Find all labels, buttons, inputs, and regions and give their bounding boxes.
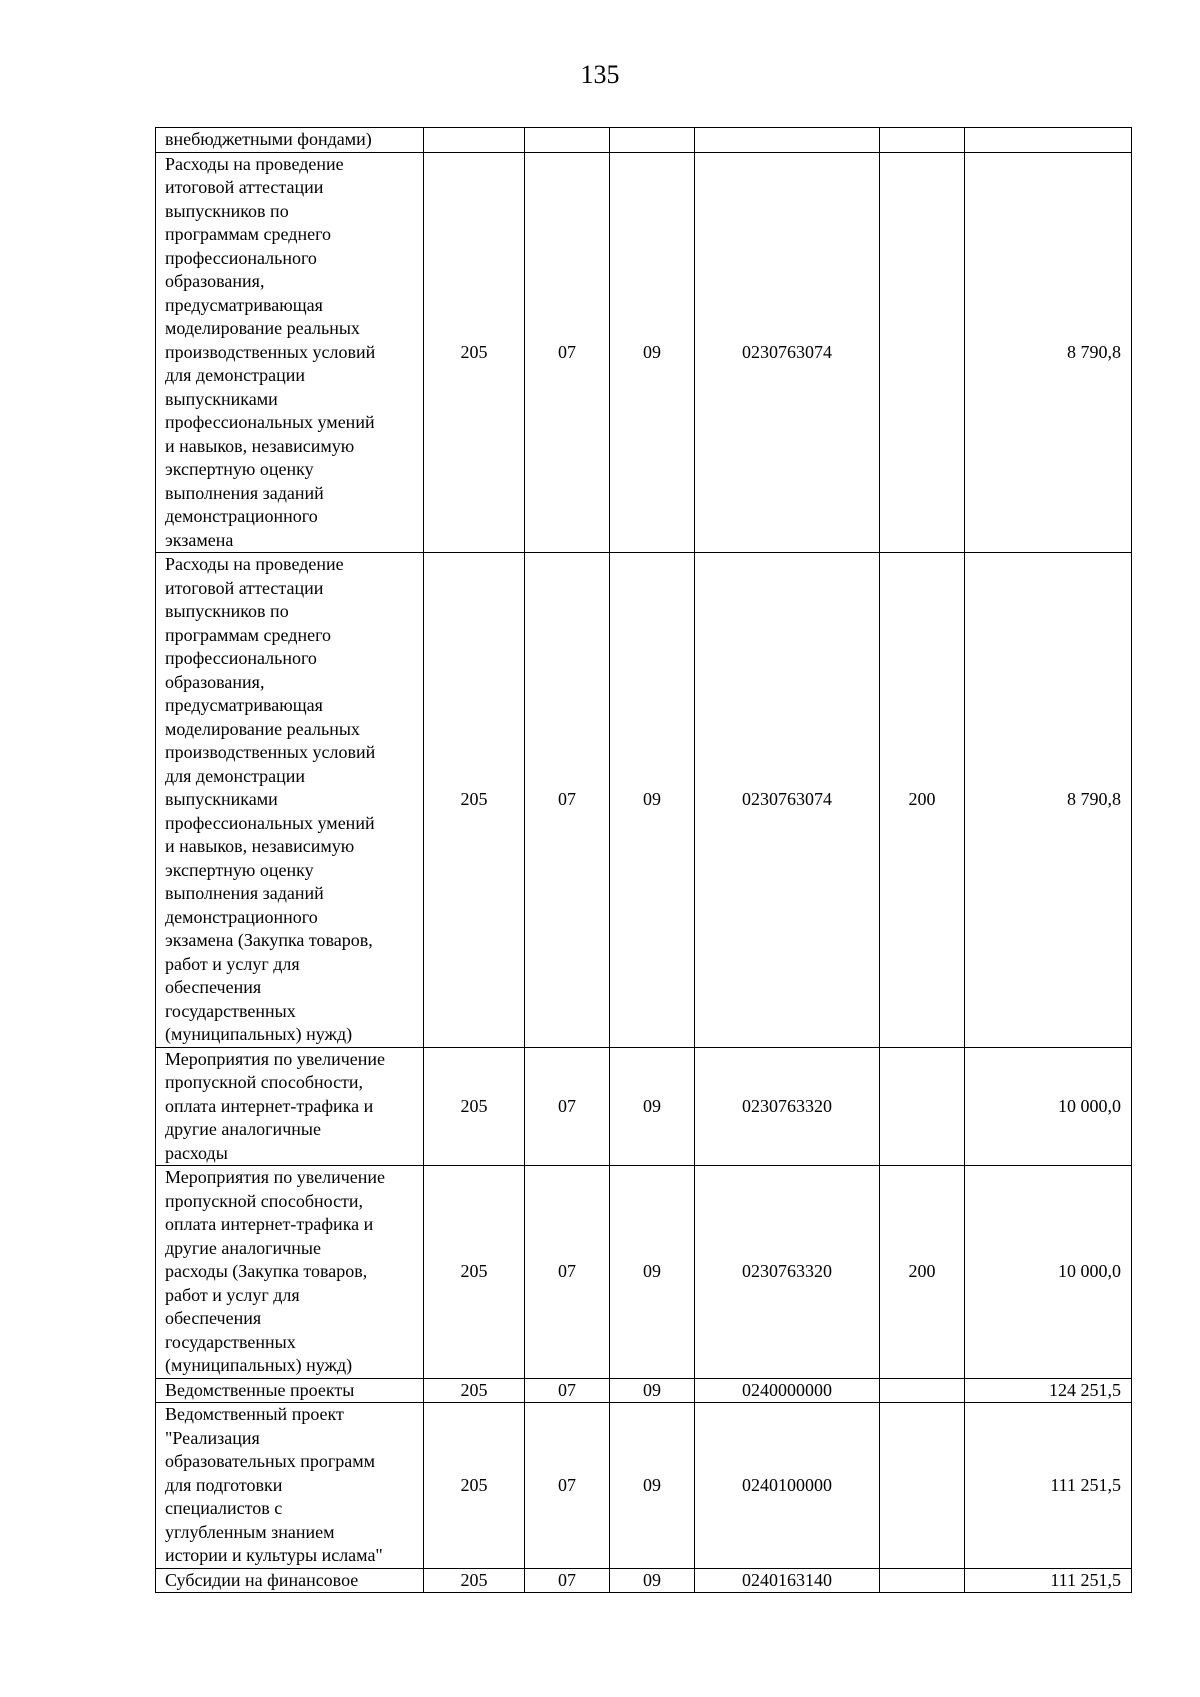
table-row [156,1378,1132,1403]
expense-type-code [880,128,965,153]
subsection-code: 09 [610,1378,695,1403]
subsection-code: 09 [610,1568,695,1593]
row-description: Мероприятия по увеличение пропускной способности, оплата интернет-трафика и другие аналогичные расходы [156,1047,424,1166]
table-row [156,152,1132,553]
row-description: Мероприятия по увеличение пропускной способности, оплата интернет-трафика и другие аналогичные расходы (Закупка товаров, работ и услуг для обеспечения государственных (муниципальных) нужд) [156,1166,424,1379]
target-article-code: 0240163140 [695,1568,880,1593]
row-description: Ведомственные проекты [156,1378,424,1403]
expense-type-code: 200 [880,553,965,1048]
target-article-code [695,128,880,153]
amount-value: 124 251,5 [965,1378,1132,1403]
ministry-code: 205 [424,1047,525,1166]
section-code: 07 [525,1568,610,1593]
target-article-code: 0230763320 [695,1047,880,1166]
ministry-code: 205 [424,1403,525,1569]
amount-value: 111 251,5 [965,1568,1132,1593]
target-article-code: 0240100000 [695,1403,880,1569]
section-code: 07 [525,152,610,553]
section-code [525,128,610,153]
row-description: внебюджетными фондами) [156,128,424,153]
section-code: 07 [525,1166,610,1379]
row-description: Ведомственный проект "Реализация образовательных программ для подготовки специалистов с углубленным знанием истории и культуры ислама" [156,1403,424,1569]
ministry-code: 205 [424,553,525,1048]
expense-type-code [880,1047,965,1166]
ministry-code: 205 [424,1378,525,1403]
expense-type-code [880,1378,965,1403]
subsection-code: 09 [610,1166,695,1379]
row-description: Расходы на проведение итоговой аттестации выпускников по программам среднего профессионального образования, предусматривающая моделирование реальных производственных условий для демонстрации выпускниками профессиональных умений и навыков, независимую экспертную оценку выполнения заданий демонстрационного экзамена [156,152,424,553]
amount-value: 10 000,0 [965,1166,1132,1379]
section-code: 07 [525,1403,610,1569]
amount-value: 10 000,0 [965,1047,1132,1166]
table-row [156,1403,1132,1569]
amount-value: 8 790,8 [965,553,1132,1048]
target-article-code: 0230763074 [695,152,880,553]
table-row [156,128,1132,153]
ministry-code: 205 [424,1568,525,1593]
row-description: Расходы на проведение итоговой аттестации выпускников по программам среднего профессионального образования, предусматривающая моделирование реальных производственных условий для демонстрации выпускниками профессиональных умений и навыков, независимую экспертную оценку выполнения заданий демонстрационного экзамена (Закупка товаров, работ и услуг для обеспечения государственных (муниципальных) нужд) [156,553,424,1048]
budget-table [155,127,1132,1593]
table-row [156,1047,1132,1166]
target-article-code: 0230763320 [695,1166,880,1379]
expense-type-code [880,1568,965,1593]
section-code: 07 [525,553,610,1048]
ministry-code: 205 [424,1166,525,1379]
table-row [156,1568,1132,1593]
subsection-code [610,128,695,153]
ministry-code: 205 [424,152,525,553]
row-description: Субсидии на финансовое [156,1568,424,1593]
section-code: 07 [525,1378,610,1403]
subsection-code: 09 [610,553,695,1048]
amount-value: 8 790,8 [965,152,1132,553]
page-number: 135 [580,60,620,89]
table-row [156,1166,1132,1379]
table-row [156,553,1132,1048]
amount-value [965,128,1132,153]
target-article-code: 0230763074 [695,553,880,1048]
ministry-code [424,128,525,153]
expense-type-code [880,152,965,553]
subsection-code: 09 [610,1047,695,1166]
subsection-code: 09 [610,1403,695,1569]
target-article-code: 0240000000 [695,1378,880,1403]
expense-type-code [880,1403,965,1569]
section-code: 07 [525,1047,610,1166]
amount-value: 111 251,5 [965,1403,1132,1569]
expense-type-code: 200 [880,1166,965,1379]
subsection-code: 09 [610,152,695,553]
